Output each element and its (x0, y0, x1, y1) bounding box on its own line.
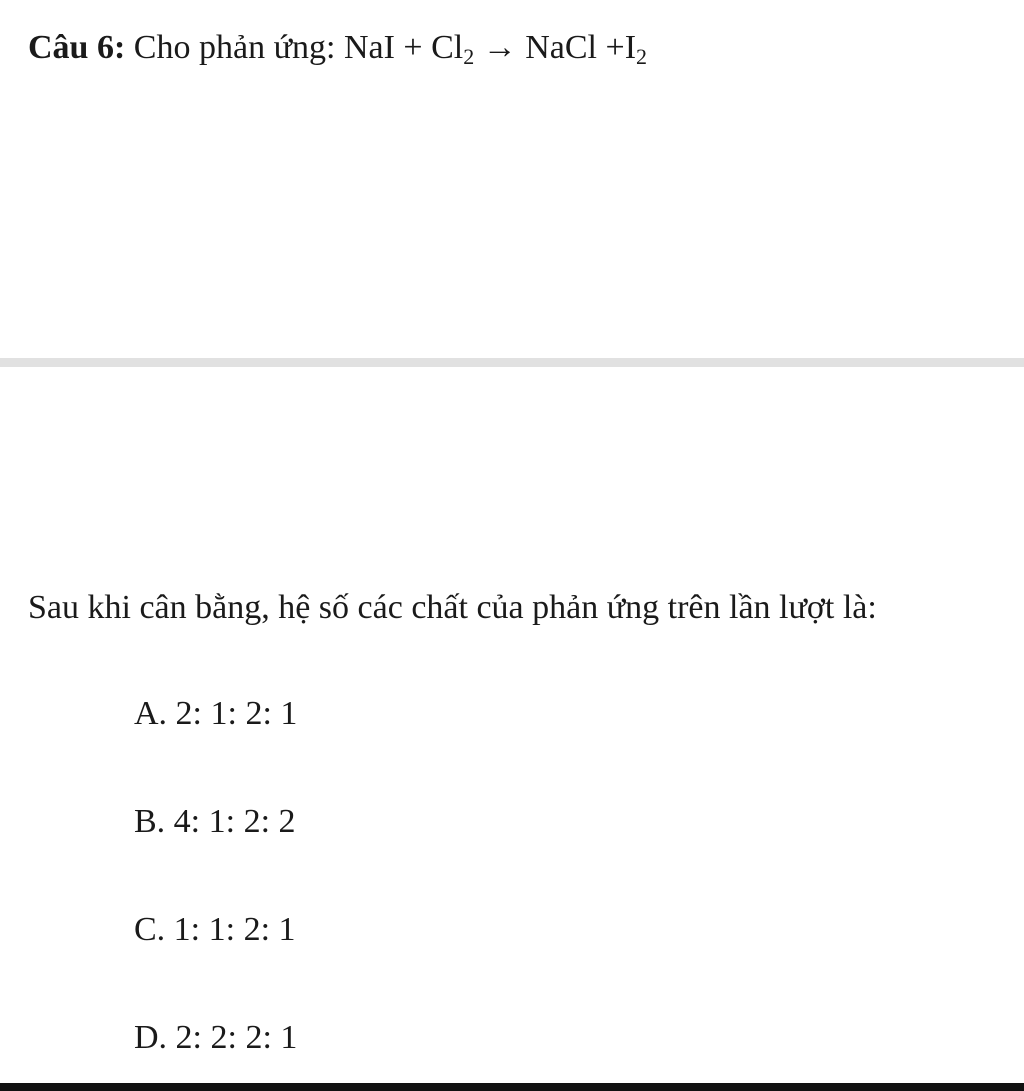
option-b[interactable]: B. 4: 1: 2: 2 (134, 803, 296, 840)
subscript: 2 (463, 44, 475, 69)
plus-sign: + (605, 29, 625, 66)
section-divider (0, 358, 1024, 367)
bottom-bar (0, 1083, 1024, 1091)
question-intro: Cho phản ứng: (133, 29, 336, 66)
subscript: 2 (636, 44, 648, 69)
question-prompt: Sau khi cân bằng, hệ số các chất của phản ứng trên lần lượt là: (28, 589, 877, 626)
product-nacl: NaCl (525, 29, 598, 66)
plus-sign: + (403, 29, 423, 66)
question-line (28, 24, 647, 72)
reaction-arrow: → (482, 29, 517, 66)
question-number: Câu 6: (28, 29, 126, 66)
product-i2: $I_2$ (624, 29, 648, 69)
option-a[interactable]: A. 2: 1: 2: 1 (134, 695, 298, 732)
option-c[interactable]: C. 1: 1: 2: 1 (134, 911, 296, 948)
reaction-equation (343, 29, 648, 69)
option-d[interactable]: D. 2: 2: 2: 1 (134, 1019, 298, 1056)
reactant-cl2: $Cl_2$ (431, 29, 475, 69)
reactant-nai: NaI (343, 29, 395, 66)
